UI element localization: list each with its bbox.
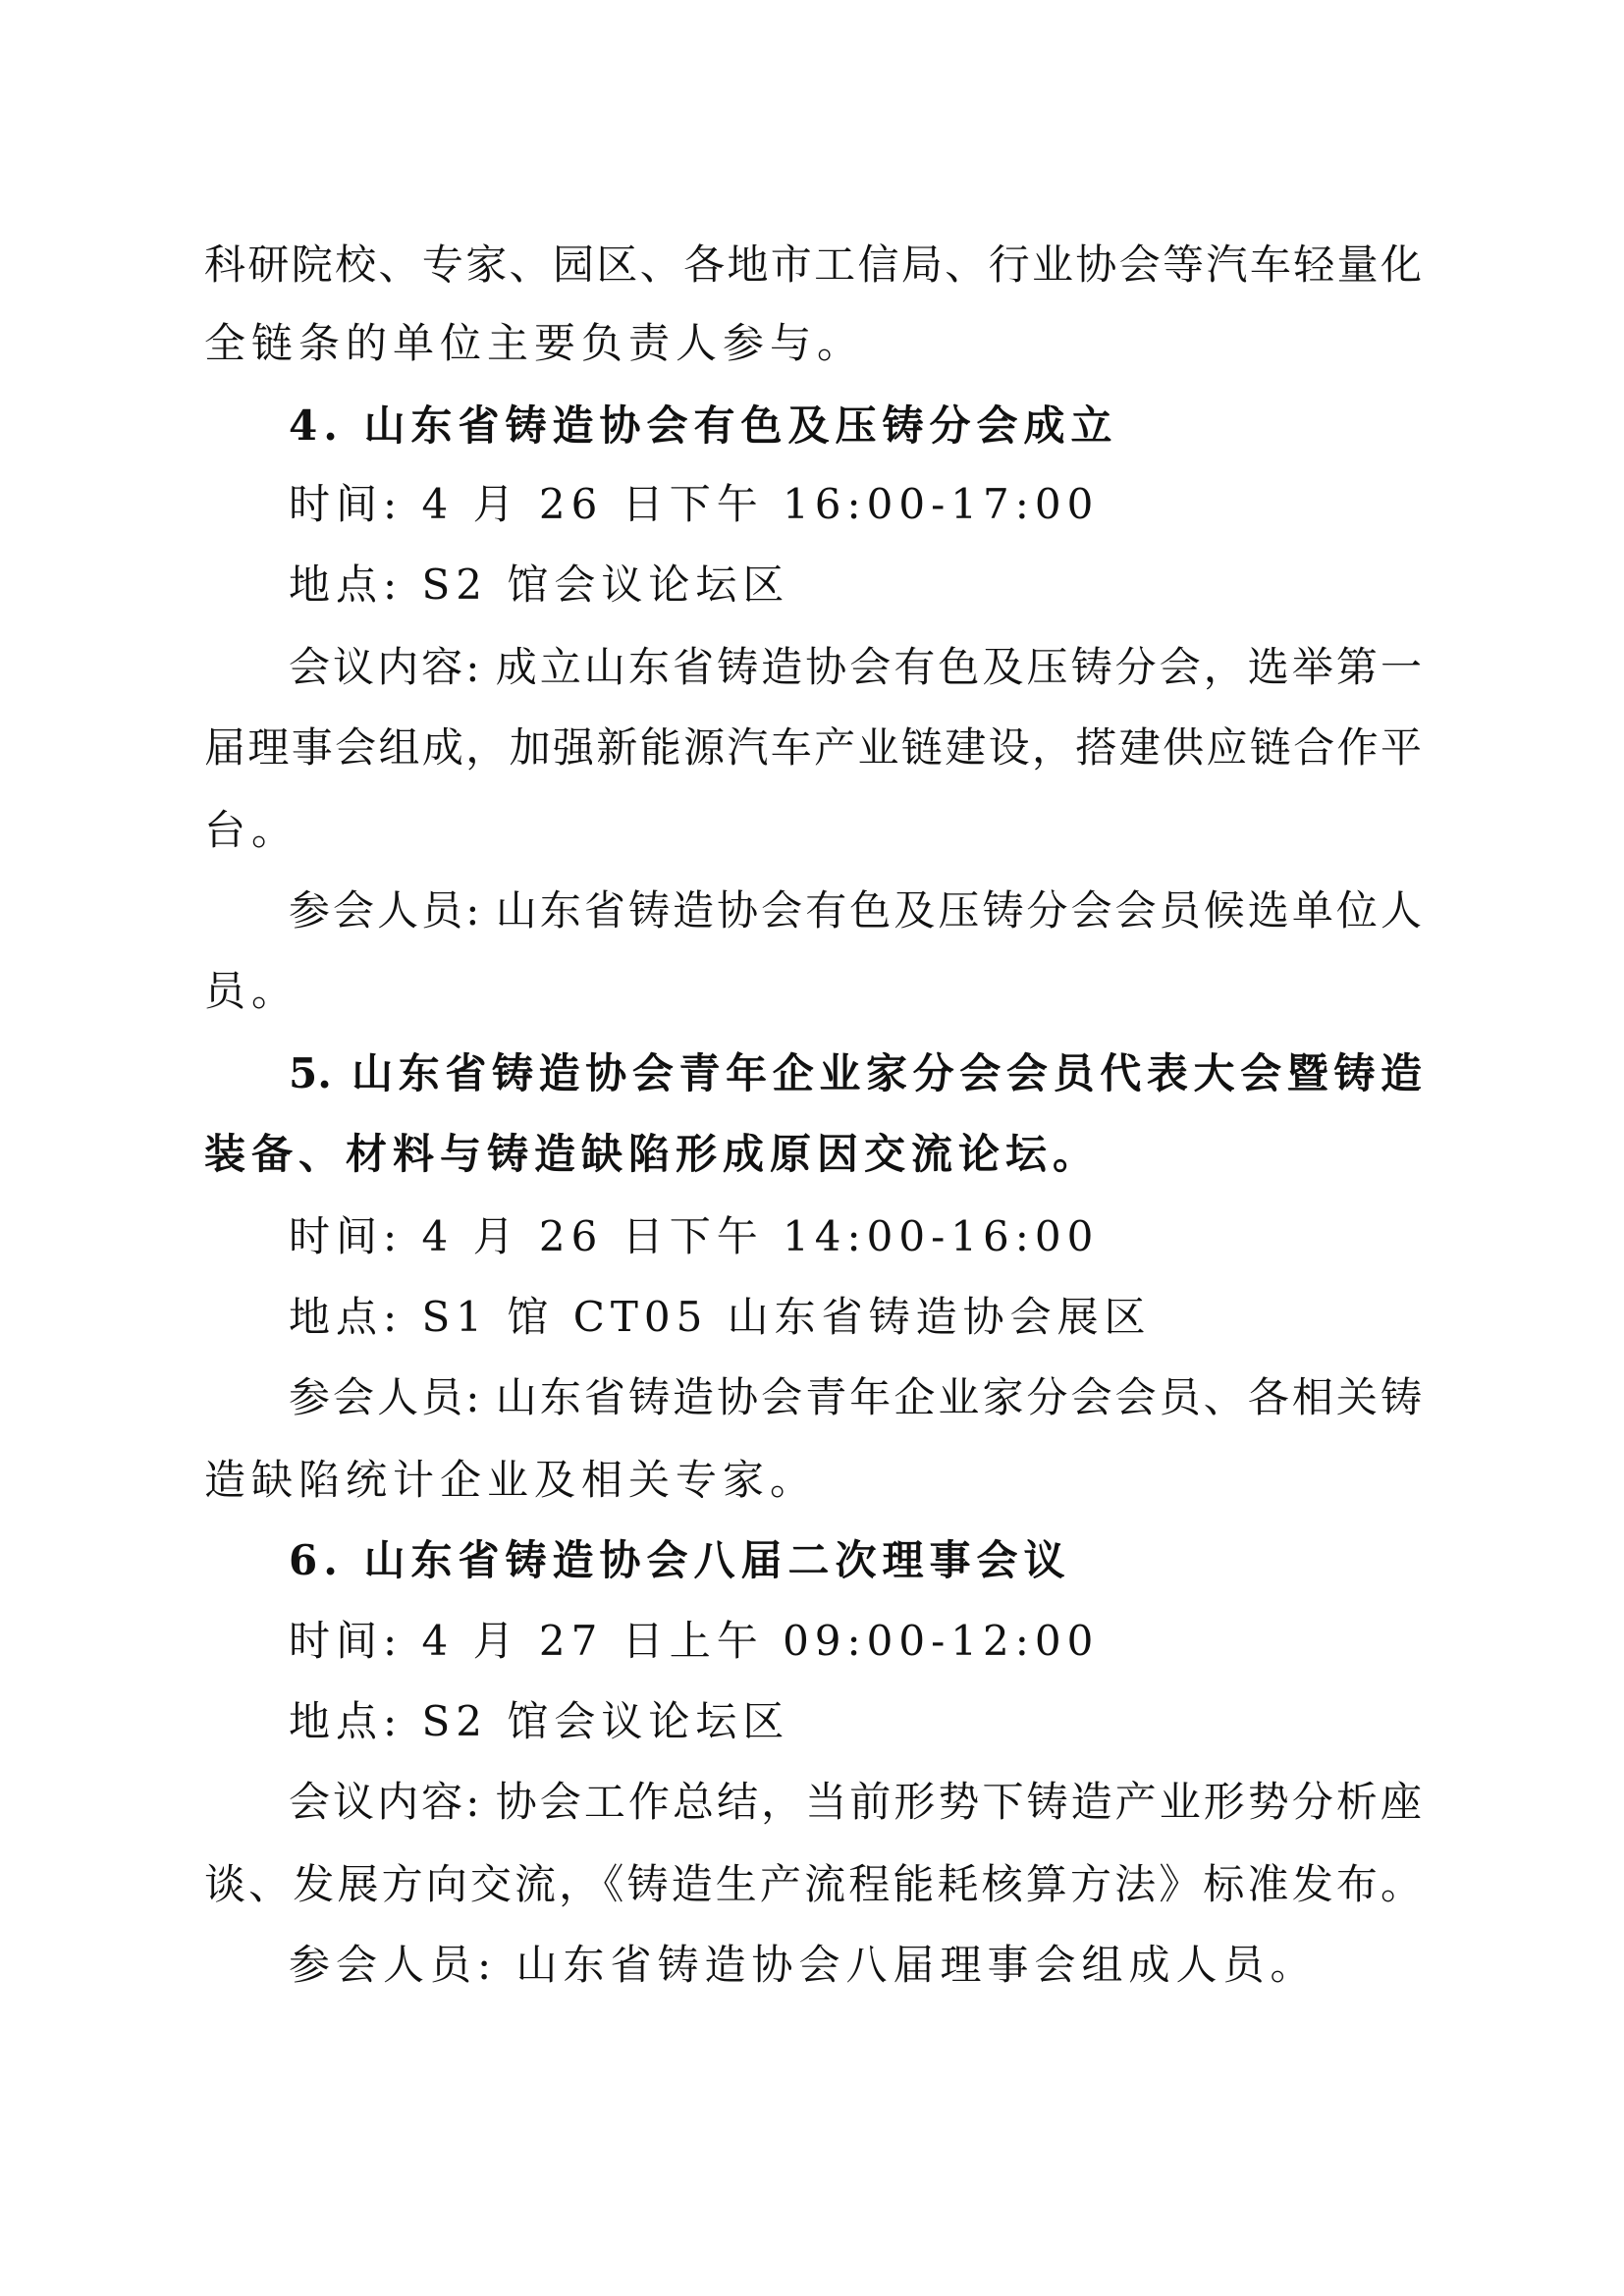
meeting-location: 地点: S2 馆会议论坛区 [289,561,790,609]
meeting-time: 时间: 4 月 26 日下午 16:00-17:00 [289,480,1100,528]
meeting-content-continued: 台。 [204,806,299,854]
meeting-content: 会议内容: 协会工作总结，当前形势下铸造产业形势分析座 [289,1778,1422,1826]
meeting-participants: 参会人员: 山东省铸造协会八届理事会组成人员。 [289,1941,1318,1989]
meeting-participants-continued: 员。 [204,967,299,1015]
section-heading-5: 5. 山东省铸造协会青年企业家分会会员代表大会暨铸造 [289,1049,1422,1097]
body-text-line: 科研院校、专家、园区、各地市工信局、行业协会等汽车轻量化 [204,240,1422,289]
meeting-location: 地点: S1 馆 CT05 山东省铸造协会展区 [289,1293,1152,1341]
meeting-content-continued: 谈、发展方向交流，《铸造生产流程能耗核算方法》标准发布。 [204,1860,1422,1908]
meeting-participants-continued: 造缺陷统计企业及相关专家。 [204,1456,818,1504]
section-heading-6: 6. 山东省铸造协会八届二次理事会议 [289,1536,1071,1584]
meeting-time: 时间: 4 月 26 日下午 14:00-16:00 [289,1212,1100,1260]
meeting-content-continued: 届理事会组成，加强新能源汽车产业链建设，搭建供应链合作平 [204,723,1422,772]
meeting-participants: 参会人员: 山东省铸造协会有色及压铸分会会员候选单位人 [289,886,1422,934]
meeting-location: 地点: S2 馆会议论坛区 [289,1697,790,1745]
meeting-participants: 参会人员: 山东省铸造协会青年企业家分会会员、各相关铸 [289,1373,1422,1421]
section-heading-4: 4. 山东省铸造协会有色及压铸分会成立 [289,401,1118,450]
meeting-content: 会议内容: 成立山东省铸造协会有色及压铸分会，选举第一 [289,643,1422,691]
section-heading-5-continued: 装备、材料与铸造缺陷形成原因交流论坛。 [204,1130,1101,1178]
body-text-line: 全链条的单位主要负责人参与。 [204,319,865,367]
meeting-time: 时间: 4 月 27 日上午 09:00-12:00 [289,1617,1100,1665]
